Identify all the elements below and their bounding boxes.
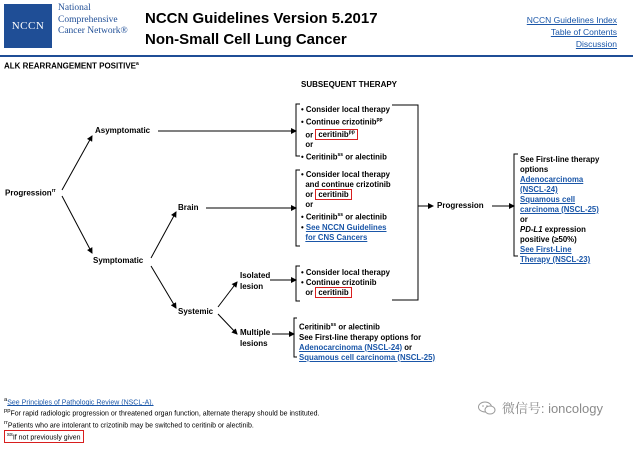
brain-l4 [301,200,391,210]
mult-or: or [402,342,413,352]
node-progression-label: Progression [5,188,52,198]
box-brain [301,170,391,243]
fn-ss-sup: ss [7,431,13,438]
brain-or-2: or [305,200,314,209]
iso-l3 [301,288,390,298]
right-positive: positive (≥50%) [520,235,577,244]
mult-l1a: Ceritinib [299,322,331,332]
box-multiple-lesions [299,320,435,363]
brain-l5-sup: ss [337,212,344,218]
footnotes [4,396,319,443]
node-isolated-l1: Isolated [240,271,271,280]
asym-ceritinib-highlight [315,129,357,140]
mult-l4 [299,353,435,363]
mult-l1 [299,320,435,333]
asym-l4 [301,140,390,150]
edge-progression-asymptomatic [62,136,92,190]
footnote-rr [4,419,319,430]
footnote-ss [4,430,84,443]
asym-ceritinib: ceritinib [318,130,349,140]
node-multiple-lesions [240,327,270,349]
bracket-multiple [294,318,297,357]
link-right-firstline-2[interactable]: Therapy (NSCL-23) [520,255,591,264]
node-symptomatic: Symptomatic [93,256,144,265]
node-isolated-lesion [240,270,270,292]
asym-or-2: or [305,140,314,150]
fn-a-sup: a [4,397,8,403]
nav-link-guidelines-index[interactable]: NCCN Guidelines Index [526,15,617,25]
bracket-firstline [514,154,518,256]
brain-l3 [301,190,391,200]
asym-l5-sup: ss [337,152,344,159]
asym-l1: • Consider local therapy [301,105,390,114]
mult-l3 [299,343,435,353]
node-progression-sup: rr [51,188,56,194]
edge-symptomatic-systemic [151,266,176,308]
asym-ceritinib-sup: pp [348,129,355,136]
right-expr: expression [542,225,586,234]
node-progression-2: Progression [437,201,484,210]
link-right-adeno-1[interactable]: Adenocarcinoma [520,175,584,184]
section-title-text: ALK REARRANGEMENT POSITIVE [4,61,137,71]
right-pdl1 [520,225,599,235]
asym-l5a: • Ceritinib [301,152,338,162]
asym-l2-text: • Continue crizotinib [301,117,377,127]
page-subtitle: Non-Small Cell Lung Cancer [145,31,347,48]
box-asymptomatic [301,105,390,163]
section-title-sup: a [136,61,139,67]
wechat-icon [478,401,496,415]
right-pdl1-term: PD-L1 [520,225,543,234]
org-name: National Comprehensive Cancer Network® [58,3,128,36]
brain-l2-text: and continue crizotinib [305,180,391,189]
asym-l2-sup: pp [376,117,383,123]
bracket-asym [296,104,300,156]
brain-l5b: or alectinib [343,212,387,222]
asym-l3 [301,128,390,141]
edge-symptomatic-brain [151,212,176,258]
link-right-squamous-1[interactable]: Squamous cell [520,195,576,204]
iso-l2: • Continue crizotinib [301,278,377,287]
fn-pp-text: For rapid radiologic progression or threatened organ function, alternate therapy should be instituted. [10,410,320,418]
edge-systemic-multiple [218,314,237,334]
bracket-right [392,105,418,300]
fn-pp-sup: pp [4,408,11,415]
node-isolated-l2: lesion [240,282,264,291]
asym-l2 [301,115,390,128]
brain-l7 [301,233,391,243]
edge-systemic-isolated [218,282,237,307]
mult-l1-sup: ss [330,322,337,328]
link-squamous-nscl25[interactable]: Squamous cell carcinoma (NSCL-25) [299,352,436,362]
link-cns-cancers[interactable]: for CNS Cancers [305,232,368,242]
link-cns-guidelines[interactable]: See NCCN Guidelines [305,222,387,232]
node-systemic: Systemic [178,307,214,316]
brain-l5 [301,210,391,223]
mult-l1b: or alectinib [336,322,380,332]
link-pathologic-review[interactable]: See Principles of Pathologic Review (NSCL-A). [7,399,154,407]
asym-l5 [301,150,390,163]
box-isolated-lesion [301,268,390,298]
node-multiple-l2: lesions [240,339,268,348]
node-brain: Brain [178,203,199,212]
brain-ceritinib-highlight: ceritinib [315,189,351,200]
brain-or: or [305,190,314,199]
fn-rr-sup: rr [4,419,8,426]
wechat-watermark [478,398,603,417]
edge-progression-symptomatic [62,196,92,253]
right-or: or [520,215,528,224]
link-right-firstline-1[interactable]: See First-Line [520,245,572,254]
right-l1: See First-line therapy [520,155,600,164]
node-progression [5,188,56,198]
link-adenocarcinoma-nscl24[interactable]: Adenocarcinoma (NSCL-24) [299,342,403,352]
asym-l5b: or alectinib [343,152,387,162]
bracket-brain [296,170,300,246]
column-header: SUBSEQUENT THERAPY [301,80,398,89]
link-right-adeno-2[interactable]: (NSCL-24) [520,185,558,194]
right-l2: options [520,165,549,174]
footnote-a [4,396,319,407]
iso-ceritinib-highlight: ceritinib [315,287,351,298]
brain-l5a: • Ceritinib [301,212,338,222]
page-title: NCCN Guidelines Version 5.2017 [145,10,378,27]
brain-l1: • Consider local therapy [301,170,390,179]
node-multiple-l1: Multiple [240,328,271,337]
link-right-squamous-2[interactable]: carcinoma (NSCL-25) [520,205,599,214]
asym-or: or [305,130,314,140]
mult-l2: See First-line therapy options for [299,332,422,342]
fn-ss-text: If not previously given [12,434,81,442]
iso-or: or [305,288,314,297]
footnote-pp [4,407,319,418]
watermark-text: 微信号: ioncology [501,401,603,416]
box-first-line-therapy [520,155,599,265]
bracket-isolated [296,266,300,301]
logo-text: NCCN [11,20,45,32]
iso-l1: • Consider local therapy [301,268,390,277]
fn-rr-text: Patients who are intolerant to crizotinib may be switched to ceritinib or alectinib. [7,421,254,429]
nav-link-discussion[interactable]: Discussion [575,39,617,49]
nav-link-table-of-contents[interactable]: Table of Contents [550,27,617,37]
brain-l6: • See NCCN Guidelines [301,222,387,232]
node-asymptomatic: Asymptomatic [95,126,151,135]
